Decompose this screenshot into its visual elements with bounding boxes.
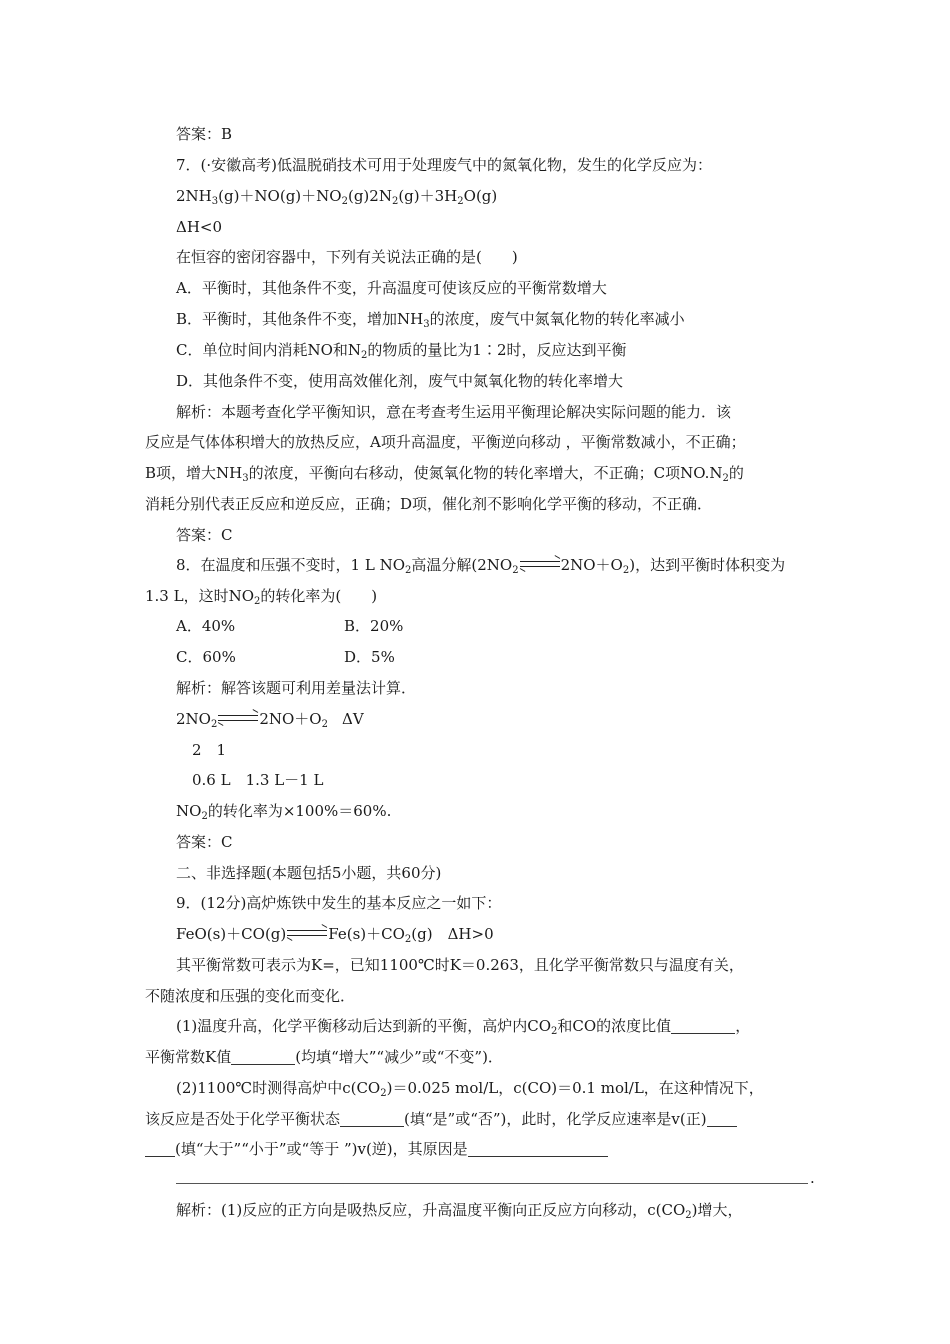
analysis-9-line-1: 解析：(1)反应的正方向是吸热反应，升高温度平衡向正反应方向移动，$c(CO_2)$增大，: [176, 1201, 743, 1221]
analysis-8-line-1: 解析：解答该题可利用差量法计算．: [176, 679, 417, 697]
reversible-arrow-icon: [287, 928, 327, 938]
analysis-7-line-3: B项，增大$NH_3$的浓度，平衡向右移动，使氮氧化物的转化率增大，不正确；C项$NO.N_2$的: [145, 464, 744, 484]
question-8-stem: 8．在温度和压强不变时，1 L $NO_2$高温分解($2NO_2$ $2NO+O_2$)，达到平衡时体积变为: [176, 556, 786, 576]
period: .: [810, 1169, 815, 1187]
analysis-7-line-2: 反应是气体体积增大的放热反应，A项升高温度，平衡逆向移动 ，平衡常数减小，不正确；: [145, 433, 746, 451]
question-8-option-a: A．40%: [176, 617, 236, 635]
analysis-8-ratio: 2 1: [192, 741, 227, 759]
question-7-enthalpy: ΔH<0: [176, 218, 223, 236]
answer-blank[interactable]: [671, 1019, 735, 1034]
question-9-part-2-cont-2: (填“大于”“小于”或“等于 ”)v(逆)，其原因是: [145, 1139, 608, 1159]
analysis-8-equation: $2NO_2$ $2NO+O_2$ ΔV: [176, 710, 364, 730]
question-9-part-1-cont: 平衡常数K值 (均填“增大”“减少”或“不变”)．: [145, 1048, 503, 1066]
question-8-option-d: D．5%: [344, 648, 395, 666]
question-7-option-a: A．平衡时，其他条件不变，升高温度可使该反应的平衡常数增大: [176, 279, 607, 297]
reversible-arrow-icon: [520, 559, 560, 569]
section-heading: 二、非选择题(本题包括5小题，共60分): [176, 864, 442, 882]
answer-blank[interactable]: [231, 1050, 295, 1065]
analysis-7-line-1: 解析：本题考查化学平衡知识，意在考查考生运用平衡理论解决实际问题的能力．该: [176, 403, 732, 421]
question-8-option-c: C．60%: [176, 648, 236, 666]
question-8-stem-cont: 1.3 L，这时$NO_2$的转化率为( ): [145, 587, 378, 607]
question-7-stem: 7．(·安徽高考)低温脱硝技术可用于处理废气中的氮氧化物，发生的化学反应为：: [176, 156, 713, 174]
reversible-arrow-icon: [218, 713, 258, 723]
analysis-7-line-4: 消耗分别代表正反应和逆反应，正确；D项，催化剂不影响化学平衡的移动，不正确．: [145, 495, 713, 513]
question-7-prompt: 在恒容的密闭容器中，下列有关说法正确的是( ): [176, 248, 518, 266]
question-9-constant-cont: 不随浓度和压强的变化而变化．: [145, 987, 356, 1005]
answer-8: 答案：C: [176, 833, 233, 851]
question-9-part-2-cont: 该反应是否处于化学平衡状态 (填“是”或“否”)，此时，化学反应速率是v(正): [145, 1109, 737, 1129]
answer-blank[interactable]: [468, 1142, 608, 1157]
answer-6: 答案：B: [176, 125, 233, 143]
answer-blank[interactable]: [340, 1112, 404, 1127]
answer-blank-line[interactable]: [176, 1183, 808, 1184]
question-7-option-c: C．单位时间内消耗NO和$N_2$的物质的量比为1∶2时，反应达到平衡: [176, 341, 627, 361]
question-9-stem: 9．(12分)高炉炼铁中发生的基本反应之一如下：: [176, 894, 502, 912]
answer-blank[interactable]: [145, 1142, 175, 1157]
answer-blank[interactable]: [707, 1112, 737, 1127]
question-7-equation: $2NH_3(g)+NO(g)+NO_2(g)2N_2(g)+3H_2O(g)$: [176, 187, 498, 207]
question-7-option-b: B．平衡时，其他条件不变，增加$NH_3$的浓度，废气中氮氧化物的转化率减小: [176, 310, 685, 330]
question-9-equation: FeO(s)＋CO(g) $Fe(s)+CO_2(g)$ ΔH>0: [176, 925, 494, 945]
question-9-part-2: (2)1100℃时测得高炉中$c(CO_2)=0.025$ mol/L，c(CO)＝0.1 mol/L，在这种情况下，: [176, 1079, 764, 1099]
question-8-option-b: B．20%: [344, 617, 404, 635]
analysis-8-volumes: 0.6 L 1.3 L－1 L: [192, 771, 324, 789]
answer-7: 答案：C: [176, 526, 233, 544]
analysis-8-result: $NO_2$的转化率为×100%＝60%.: [176, 802, 392, 822]
question-9-part-1: (1)温度升高，化学平衡移动后达到新的平衡，高炉内$CO_2$和CO的浓度比值 ，: [176, 1017, 751, 1037]
question-9-constant: 其平衡常数可表示为K=，已知1100℃时K＝0.263，且化学平衡常数只与温度有关，: [176, 956, 744, 974]
question-7-option-d: D．其他条件不变，使用高效催化剂，废气中氮氧化物的转化率增大: [176, 372, 624, 390]
